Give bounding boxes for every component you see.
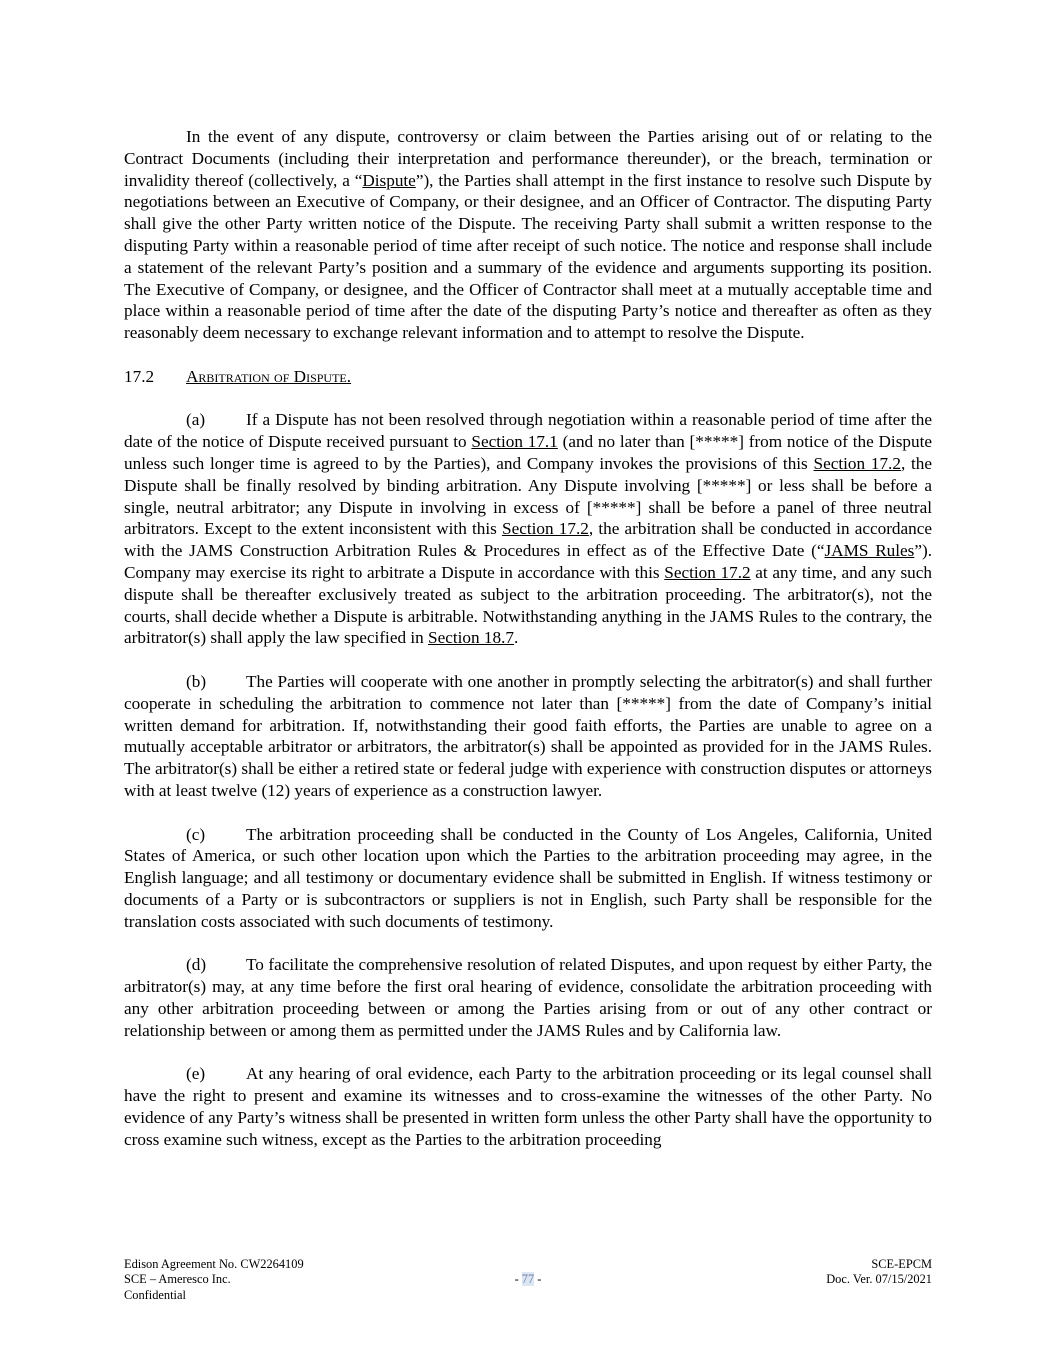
doc-code: SCE-EPCM [871,1257,932,1271]
doc-version: Doc. Ver. 07/15/2021 [826,1272,932,1287]
subsection-label: (d) [186,955,207,975]
page-number-value: 77 [521,1272,535,1287]
intro-paragraph: In the event of any dispute, controversy or claim between the Parties arising out of or relating to the Contract Documents (including their interpretation and performance thereunder), or the breach, termination or invalidity thereof (collectively, a “Dispute”), the Parties shall attempt in the first instance to resolve such Dispute by negotiations between an Executive of Company, or their designee, and an Officer of Contractor. The disputing Party shall give the other Party written notice of the Dispute. The receiving Party shall submit a written response to the disputing Party within a reasonable period of time after receipt of such notice. The notice and response shall include a statement of the relevant Party’s position and a summary of the evidence and arguments supporting its position. The Executive of Company, or designee, and the Officer of Contractor shall meet at a mutually acceptable time and place within a reasonable period of time after the date of the disputing Party’s notice and thereafter as often as they reasonably deem necessary to exchange relevant information and to attempt to resolve the Dispute. [124,127,932,343]
section-heading [124,366,932,388]
section-number: 17.2 [124,366,155,386]
agreement-number: Edison Agreement No. CW2264109 [124,1257,304,1271]
footer-right [826,1257,932,1288]
subsection-paragraph: (d) To facilitate the comprehensive resolution of related Disputes, and upon request by either Party, the arbitrator(s) may, at any time before the first oral hearing of evidence, consolidate the arbitration proceeding with any other arbitration proceeding between or among the Parties arising from or out of any other contract or relationship between or among them as permitted under the JAMS Rules and by California law. [124,955,932,1040]
cross-reference: Section 18.7 [428,628,514,648]
document-page [124,126,932,1172]
subsection-label: (e) [186,1064,206,1084]
subsection-paragraph: (e) At any hearing of oral evidence, each Party to the arbitration proceeding or its legal counsel shall have the right to present and examine its witnesses and to cross-examine the witnesses of the other Party. No evidence of any Party’s witness shall be presented in written form unless the other Party shall have the opportunity to cross examine such witness, except as the Parties to the arbitration proceeding [124,1064,932,1149]
cross-reference: JAMS Rules [824,541,915,561]
cross-reference: Section 17.2 [813,453,901,473]
subsection-list [124,409,932,1150]
subsection-label: (c) [186,824,206,844]
subsection-label: (a) [186,410,206,430]
subsection-paragraph: (b) The Parties will cooperate with one another in promptly selecting the arbitrator(s) and shall further cooperate in scheduling the arbitration to commence not later than [*****] from the date of Company’s initial written demand for arbitration. If, notwithstanding their good faith efforts, the Parties are unable to agree on a mutually acceptable arbitrator or arbitrators, the arbitrator(s) shall be appointed as provided for in the JAMS Rules. The arbitrator(s) shall be either a retired state or federal judge with experience with construction disputes or attorneys with at least twelve (12) years of experience as a construction lawyer. [124,671,932,800]
subsection-paragraph: (a) If a Dispute has not been resolved through negotiation within a reasonable period of time after the date of the notice of Dispute received pursuant to Section 17.1 (and no later than [*****] from notice of the Dispute unless such longer time is agreed to by the Parties), and Company invokes the provisions of this Section 17.2, the Dispute shall be finally resolved by binding arbitration. Any Dispute involving [*****] or less shall be before a single, neutral arbitrator; any Dispute in involving in excess of [*****] shall be before a panel of three neutral arbitrators. Except to the extent inconsistent with this Section 17.2, the arbitration shall be conducted in accordance with the JAMS Construction Arbitration Rules & Procedures in effect as of the Effective Date (“JAMS Rules”). Company may exercise its right to arbitrate a Dispute in accordance with this Section 17.2 at any time, and any such dispute shall be thereafter exclusively treated as subject to the arbitration proceeding. The arbitrator(s), not the courts, shall decide whether a Dispute is arbitrable. Notwithstanding anything in the JAMS Rules to the contrary, the arbitrator(s) shall apply the law specified in Section 18.7. [124,410,933,648]
page-number: - 77 - [514,1272,542,1287]
parties: SCE – Ameresco Inc. [124,1272,231,1287]
subsection-paragraph: (c) The arbitration proceeding shall be conducted in the County of Los Angeles, California, United States of America, or such other location upon which the Parties to the arbitration proceeding may agree, in the English language; and all testimony or documentary evidence shall be submitted in English. If witness testimony or documents of a Party or is subcontractors or suppliers is not in English, such Party shall be responsible for the translation costs associated with such documents of testimony. [124,824,932,931]
cross-reference: Section 17.2 [502,519,589,539]
subsection-label: (b) [186,671,207,691]
cross-reference: Section 17.2 [664,562,751,582]
cross-reference: Dispute [362,170,416,190]
cross-reference: Section 17.1 [471,432,558,452]
confidential-label: Confidential [124,1287,186,1302]
section-title: Arbitration of Dispute. [186,366,352,386]
